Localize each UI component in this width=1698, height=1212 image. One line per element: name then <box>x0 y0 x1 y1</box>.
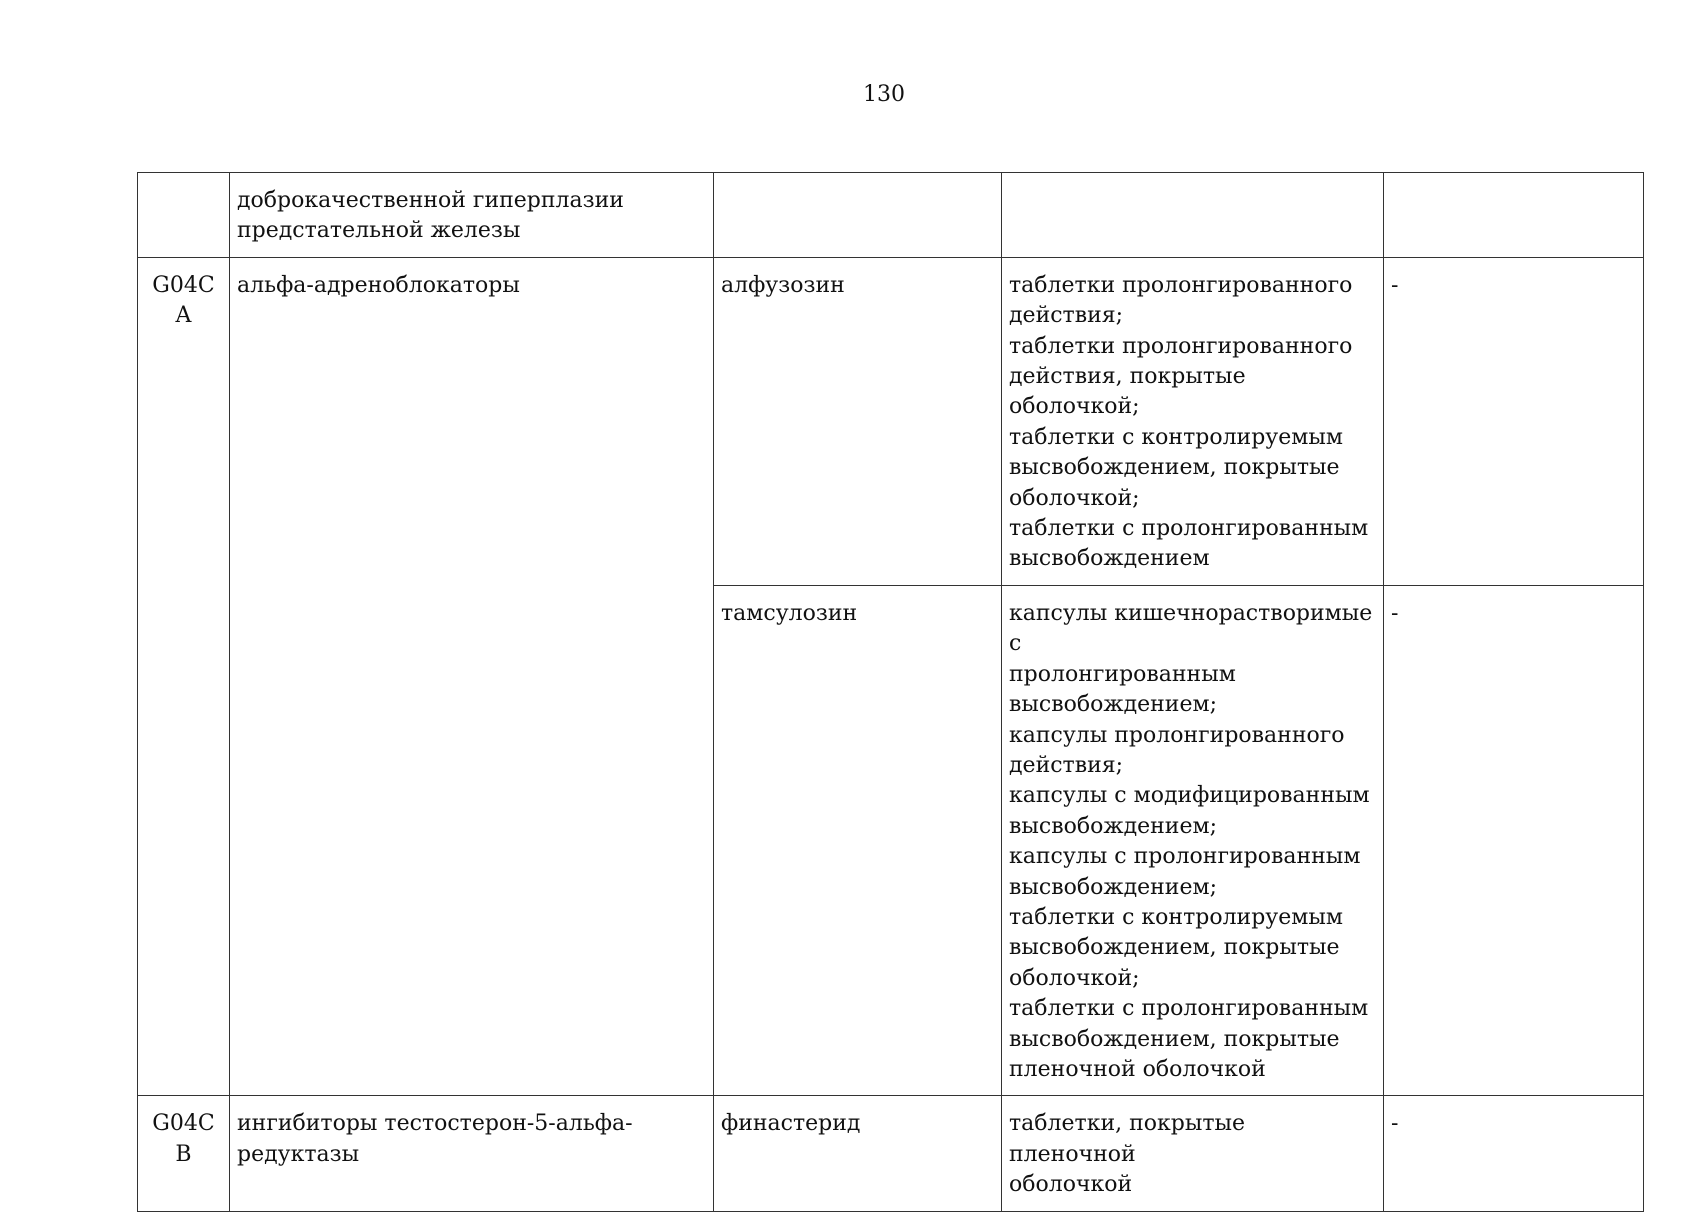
dosage-form-line: высвобождением; <box>1009 813 1218 839</box>
dosage-form-line: высвобождением, покрытые <box>1009 1026 1340 1052</box>
atc-code-line: B <box>175 1141 192 1167</box>
dosage-form-line: высвобождением <box>1009 546 1210 572</box>
atc-code-cell <box>138 173 230 258</box>
dosage-form-line: таблетки с пролонгированным <box>1009 516 1369 542</box>
dosage-form-line: таблетки пролонгированного <box>1009 333 1353 359</box>
note-cell <box>1384 257 1644 585</box>
atc-code-line: G04C <box>152 272 215 298</box>
drug-name: тамсулозин <box>721 600 858 626</box>
dosage-form-line: капсулы кишечнорастворимые с <box>1009 600 1373 657</box>
group-name-cell <box>230 257 714 1096</box>
table-row <box>138 257 1644 585</box>
table-row <box>138 173 1644 258</box>
dosage-form-cell <box>1002 1096 1384 1211</box>
note-cell <box>1384 173 1644 258</box>
dosage-form-cell <box>1002 585 1384 1096</box>
drug-name-cell <box>714 257 1002 585</box>
dosage-form-line: действия, покрытые оболочкой; <box>1009 364 1246 420</box>
group-name-line: ингибиторы тестостерон-5-альфа- <box>237 1111 633 1137</box>
drug-name-cell <box>714 173 1002 258</box>
dosage-form-cell <box>1002 257 1384 585</box>
dosage-form-line: капсулы пролонгированного <box>1009 722 1345 748</box>
dosage-form-line: действия; <box>1009 303 1124 329</box>
note-cell <box>1384 1096 1644 1211</box>
drug-name-cell <box>714 585 1002 1096</box>
group-name-cell <box>230 1096 714 1211</box>
dosage-form-line: высвобождением, покрытые <box>1009 935 1340 961</box>
dosage-form-line: капсулы с модифицированным <box>1009 783 1370 809</box>
note-value: - <box>1391 272 1399 298</box>
page-number: 130 <box>863 82 905 107</box>
dosage-form-line: высвобождением; <box>1009 874 1218 900</box>
dosage-form-line: таблетки с контролируемым <box>1009 424 1343 450</box>
dosage-form-line: капсулы с пролонгированным <box>1009 844 1361 870</box>
dosage-form-line: таблетки, покрытые пленочной <box>1009 1111 1246 1167</box>
atc-code-cell <box>138 257 230 1096</box>
note-value: - <box>1391 1111 1399 1137</box>
atc-code-cell <box>138 1096 230 1211</box>
dosage-form-line: действия; <box>1009 752 1124 778</box>
dosage-form-line: пролонгированным <box>1009 661 1236 687</box>
group-name-line: доброкачественной гиперплазии <box>237 188 624 213</box>
note-value: - <box>1391 600 1399 626</box>
dosage-form-line: таблетки пролонгированного <box>1009 272 1353 298</box>
dosage-form-line: высвобождением; <box>1009 692 1218 718</box>
group-name-line: редуктазы <box>237 1141 360 1167</box>
atc-code-line: A <box>175 303 192 329</box>
drug-table <box>137 172 1644 1212</box>
group-name-line: предстательной железы <box>237 218 521 244</box>
dosage-form-line: таблетки с пролонгированным <box>1009 996 1369 1022</box>
dosage-form-line: оболочкой; <box>1009 485 1140 511</box>
drug-name-cell <box>714 1096 1002 1211</box>
drug-name: алфузозин <box>721 272 845 298</box>
dosage-form-line: оболочкой <box>1009 1172 1133 1198</box>
dosage-form-line: пленочной оболочкой <box>1009 1056 1266 1082</box>
group-name-line: альфа-адреноблокаторы <box>237 272 520 298</box>
group-name-cell <box>230 173 714 258</box>
dosage-form-line: оболочкой; <box>1009 965 1140 991</box>
dosage-form-cell <box>1002 173 1384 258</box>
drug-name: финастерид <box>721 1111 861 1137</box>
dosage-form-line: высвобождением, покрытые <box>1009 455 1340 481</box>
note-cell <box>1384 585 1644 1096</box>
table-row <box>138 1096 1644 1211</box>
dosage-form-line: таблетки с контролируемым <box>1009 904 1343 930</box>
atc-code-line: G04C <box>152 1111 215 1137</box>
